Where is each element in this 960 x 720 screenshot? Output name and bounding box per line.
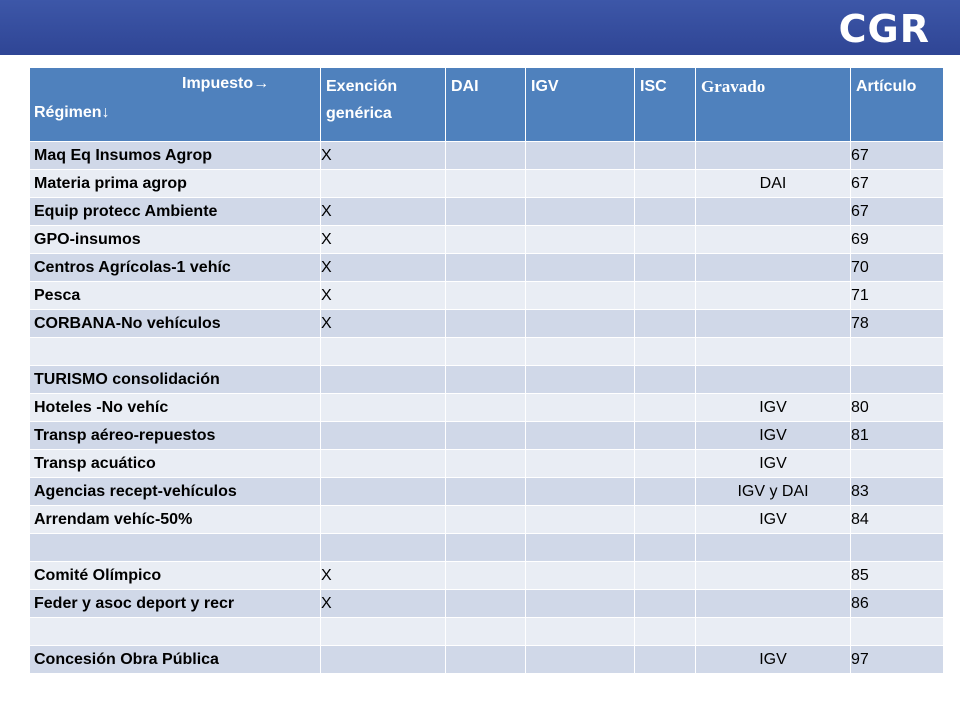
table-row	[30, 142, 944, 170]
exencion-cell	[321, 450, 446, 478]
impuesto-label: Impuesto→	[182, 75, 270, 92]
dai-cell	[446, 422, 526, 450]
dai-cell	[446, 590, 526, 618]
regimen-cell: Transp acuático	[30, 450, 321, 478]
gravado-cell	[696, 338, 851, 366]
table-row	[30, 534, 944, 562]
gravado-cell: DAI	[696, 170, 851, 198]
isc-cell	[635, 170, 696, 198]
regimen-cell: CORBANA-No vehículos	[30, 310, 321, 338]
isc-cell	[635, 338, 696, 366]
gravado-cell: IGV	[696, 422, 851, 450]
gravado-cell	[696, 590, 851, 618]
isc-cell	[635, 310, 696, 338]
gravado-cell: IGV	[696, 506, 851, 534]
regimen-cell: Agencias recept-vehículos	[30, 478, 321, 506]
dai-cell	[446, 142, 526, 170]
dai-cell	[446, 338, 526, 366]
isc-cell	[635, 254, 696, 282]
gravado-cell: IGV	[696, 394, 851, 422]
column-header-isc: ISC	[635, 68, 696, 142]
regimen-cell: Concesión Obra Pública	[30, 646, 321, 674]
dai-cell	[446, 366, 526, 394]
dai-cell	[446, 394, 526, 422]
column-header-articulo: Artículo	[851, 68, 944, 142]
table-row	[30, 366, 944, 394]
table-row	[30, 254, 944, 282]
table-row	[30, 618, 944, 646]
table-row	[30, 590, 944, 618]
isc-cell	[635, 562, 696, 590]
corner-header	[30, 68, 321, 142]
dai-cell	[446, 646, 526, 674]
igv-cell	[526, 170, 635, 198]
dai-cell	[446, 618, 526, 646]
isc-cell	[635, 618, 696, 646]
articulo-cell: 71	[851, 282, 944, 310]
gravado-cell	[696, 534, 851, 562]
articulo-cell: 81	[851, 422, 944, 450]
table-row	[30, 282, 944, 310]
isc-cell	[635, 142, 696, 170]
isc-cell	[635, 534, 696, 562]
exencion-cell: X	[321, 590, 446, 618]
gravado-cell	[696, 562, 851, 590]
isc-cell	[635, 478, 696, 506]
table-row	[30, 226, 944, 254]
gravado-cell	[696, 198, 851, 226]
gravado-cell: IGV	[696, 450, 851, 478]
igv-cell	[526, 282, 635, 310]
articulo-cell: 67	[851, 170, 944, 198]
dai-cell	[446, 254, 526, 282]
exencion-cell	[321, 422, 446, 450]
articulo-cell	[851, 338, 944, 366]
exencion-cell: X	[321, 142, 446, 170]
regimen-cell: GPO-insumos	[30, 226, 321, 254]
articulo-cell: 83	[851, 478, 944, 506]
cgr-logo: CGR	[838, 7, 930, 51]
igv-cell	[526, 198, 635, 226]
gravado-cell	[696, 142, 851, 170]
table-row	[30, 394, 944, 422]
isc-cell	[635, 198, 696, 226]
gravado-cell	[696, 282, 851, 310]
articulo-cell	[851, 366, 944, 394]
articulo-cell: 69	[851, 226, 944, 254]
igv-cell	[526, 366, 635, 394]
column-header-dai: DAI	[446, 68, 526, 142]
articulo-cell	[851, 450, 944, 478]
articulo-cell: 85	[851, 562, 944, 590]
table-row	[30, 646, 944, 674]
isc-cell	[635, 282, 696, 310]
column-header-igv: IGV	[526, 68, 635, 142]
tax-regime-table	[29, 67, 944, 674]
isc-cell	[635, 422, 696, 450]
isc-cell	[635, 226, 696, 254]
table-row	[30, 478, 944, 506]
regimen-cell: TURISMO consolidación	[30, 366, 321, 394]
articulo-cell	[851, 534, 944, 562]
articulo-cell: 67	[851, 198, 944, 226]
exencion-cell	[321, 366, 446, 394]
dai-cell	[446, 506, 526, 534]
exencion-cell	[321, 646, 446, 674]
igv-cell	[526, 338, 635, 366]
gravado-cell	[696, 226, 851, 254]
articulo-cell: 86	[851, 590, 944, 618]
exencion-cell	[321, 534, 446, 562]
articulo-cell: 70	[851, 254, 944, 282]
isc-cell	[635, 366, 696, 394]
regimen-cell: Transp aéreo-repuestos	[30, 422, 321, 450]
exencion-cell	[321, 170, 446, 198]
dai-cell	[446, 310, 526, 338]
exencion-cell	[321, 338, 446, 366]
table-row	[30, 506, 944, 534]
igv-cell	[526, 618, 635, 646]
gravado-cell	[696, 254, 851, 282]
dai-cell	[446, 198, 526, 226]
igv-cell	[526, 646, 635, 674]
articulo-cell: 84	[851, 506, 944, 534]
column-header-exencion: Exención genérica	[321, 68, 446, 142]
isc-cell	[635, 450, 696, 478]
dai-cell	[446, 534, 526, 562]
regimen-cell: Pesca	[30, 282, 321, 310]
exencion-cell: X	[321, 282, 446, 310]
exencion-cell	[321, 478, 446, 506]
exencion-cell: X	[321, 562, 446, 590]
header-bar	[0, 0, 960, 55]
exencion-cell: X	[321, 226, 446, 254]
table-row	[30, 198, 944, 226]
igv-cell	[526, 142, 635, 170]
regimen-cell: Arrendam vehíc-50%	[30, 506, 321, 534]
regimen-cell	[30, 618, 321, 646]
regimen-cell: Comité Olímpico	[30, 562, 321, 590]
regimen-cell: Materia prima agrop	[30, 170, 321, 198]
igv-cell	[526, 506, 635, 534]
igv-cell	[526, 450, 635, 478]
igv-cell	[526, 422, 635, 450]
exencion-cell: X	[321, 254, 446, 282]
table-row	[30, 422, 944, 450]
dai-cell	[446, 478, 526, 506]
exencion-cell: X	[321, 198, 446, 226]
gravado-cell: IGV	[696, 646, 851, 674]
isc-cell	[635, 394, 696, 422]
regimen-cell	[30, 534, 321, 562]
articulo-cell: 67	[851, 142, 944, 170]
isc-cell	[635, 646, 696, 674]
table-header-row	[30, 68, 944, 142]
gravado-cell: IGV y DAI	[696, 478, 851, 506]
igv-cell	[526, 254, 635, 282]
isc-cell	[635, 590, 696, 618]
exencion-cell	[321, 618, 446, 646]
articulo-cell: 78	[851, 310, 944, 338]
igv-cell	[526, 394, 635, 422]
articulo-cell: 80	[851, 394, 944, 422]
articulo-cell	[851, 618, 944, 646]
dai-cell	[446, 170, 526, 198]
igv-cell	[526, 590, 635, 618]
table-row	[30, 562, 944, 590]
articulo-cell: 97	[851, 646, 944, 674]
regimen-cell: Centros Agrícolas-1 vehíc	[30, 254, 321, 282]
igv-cell	[526, 534, 635, 562]
table-row	[30, 310, 944, 338]
table-row	[30, 338, 944, 366]
regimen-cell	[30, 338, 321, 366]
dai-cell	[446, 282, 526, 310]
igv-cell	[526, 478, 635, 506]
table-row	[30, 170, 944, 198]
exencion-cell	[321, 394, 446, 422]
dai-cell	[446, 450, 526, 478]
regimen-cell: Equip protecc Ambiente	[30, 198, 321, 226]
exencion-cell: X	[321, 310, 446, 338]
regimen-cell: Feder y asoc deport y recr	[30, 590, 321, 618]
dai-cell	[446, 562, 526, 590]
regimen-cell: Hoteles -No vehíc	[30, 394, 321, 422]
regimen-label: Régimen↓	[34, 104, 110, 121]
table-row	[30, 450, 944, 478]
isc-cell	[635, 506, 696, 534]
regimen-cell: Maq Eq Insumos Agrop	[30, 142, 321, 170]
exencion-cell	[321, 506, 446, 534]
gravado-cell	[696, 618, 851, 646]
igv-cell	[526, 562, 635, 590]
column-header-gravado: Gravado	[696, 68, 851, 142]
igv-cell	[526, 310, 635, 338]
gravado-cell	[696, 366, 851, 394]
dai-cell	[446, 226, 526, 254]
gravado-cell	[696, 310, 851, 338]
igv-cell	[526, 226, 635, 254]
